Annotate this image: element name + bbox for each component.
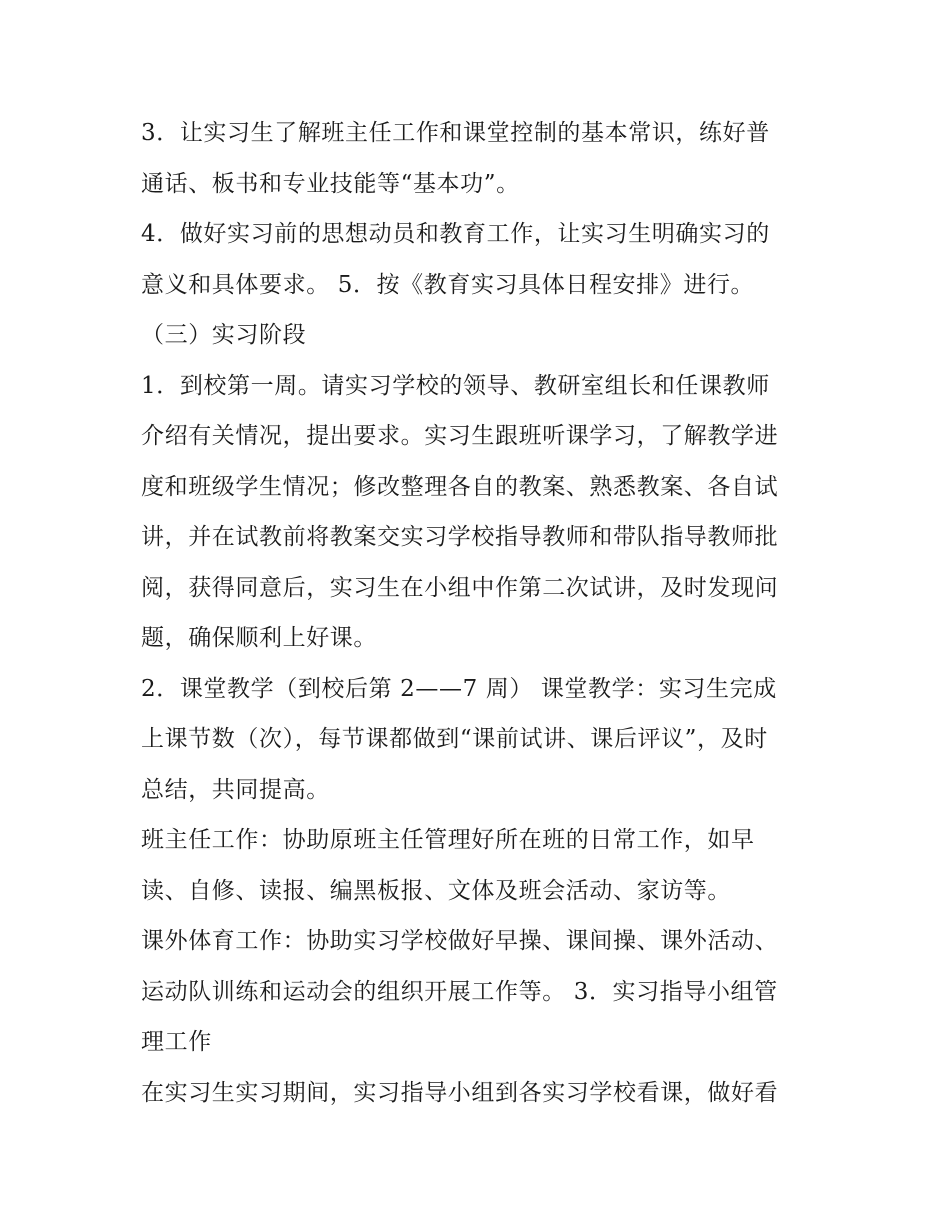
text-line: 1．到校第一周。请实习学校的领导、教研室组长和任课教师 [141, 372, 770, 399]
text-line: 讲，并在试教前将教案交实习学校指导教师和带队指导教师批 [141, 524, 779, 550]
section-heading: （三）实习阶段 [141, 322, 307, 348]
text-line: 意义和具体要求。 5．按《教育实习具体日程安排》进行。 [141, 271, 755, 298]
text-line: 在实习生实习期间，实习指导小组到各实习学校看课，做好看 [141, 1079, 779, 1106]
text-line: 度和班级学生情况；修改整理各自的教案、熟悉教案、各自试 [141, 473, 779, 500]
text-line: 4．做好实习前的思想动员和教育工作，让实习生明确实习的 [141, 221, 770, 247]
text-line: 班主任工作：协助原班主任管理好所在班的日常工作，如早 [141, 827, 755, 853]
text-line: 总结，共同提高。 [141, 776, 330, 803]
document-body [141, 108, 821, 1118]
text-line: 通话、板书和专业技能等“基本功”。 [141, 170, 520, 197]
text-line: 介绍有关情况，提出要求。实习生跟班听课学习，了解教学进 [141, 423, 779, 449]
text-line: 2．课堂教学（到校后第 2——7 周） 课堂教学：实习生完成 [141, 675, 777, 702]
text-line: 题，确保顺利上好课。 [141, 625, 377, 651]
text-line: 读、自修、读报、编黑板报、文体及班会活动、家访等。 [141, 877, 731, 904]
text-line: 运动队训练和运动会的组织开展工作等。 3．实习指导小组管 [141, 978, 778, 1005]
text-line: 理工作 [141, 1029, 212, 1055]
text-line: 阅，获得同意后，实习生在小组中作第二次试讲，及时发现问 [141, 574, 779, 601]
text-line: 课外体育工作：协助实习学校做好早操、课间操、课外活动、 [141, 928, 779, 954]
text-line: 上课节数（次），每节课都做到“课前试讲、课后评议”，及时 [141, 726, 768, 752]
text-line: 3．让实习生了解班主任工作和课堂控制的基本常识，练好普 [141, 120, 770, 146]
